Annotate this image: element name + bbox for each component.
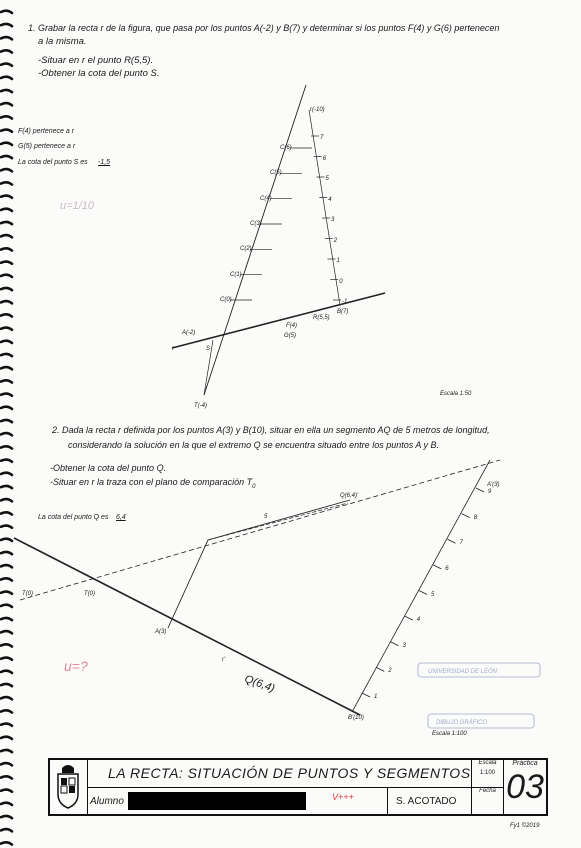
graduation-label: -1 xyxy=(342,299,348,305)
graduation-tick xyxy=(405,616,413,620)
ex1-statement-3: -Situar en r el punto R(5,5). xyxy=(38,55,154,66)
ex1-statement-4: -Obtener la cota del punto S. xyxy=(38,68,160,79)
practica-value: 03 xyxy=(506,768,544,806)
fig1-label-t: T(-4) xyxy=(194,403,207,409)
graduation-label: 4 xyxy=(328,196,332,203)
title-cell xyxy=(88,760,472,788)
graduation-tick xyxy=(433,565,441,569)
fig2-label-r: r' xyxy=(222,657,226,663)
graduation-label: 1 xyxy=(374,694,378,700)
fig2-scale: Escala 1:100 xyxy=(432,731,467,737)
fig2-label-five: 5 xyxy=(264,514,268,520)
fig1-label-f: F(4) xyxy=(286,323,297,329)
escala-label: Escala xyxy=(478,760,497,766)
fig2-label-q: Q(6,4) xyxy=(242,673,277,695)
ex1-answer-g: G(5) pertenece a r xyxy=(18,143,76,150)
graduation-tick xyxy=(462,514,470,518)
graduation-label: 5 xyxy=(431,591,435,598)
sheet-title: LA RECTA: SITUACIÓN DE PUNTOS Y SEGMENTOS xyxy=(108,765,471,781)
fig2-label-t: T(0) xyxy=(22,591,33,597)
figure-1 xyxy=(172,85,385,395)
title-block xyxy=(48,758,548,816)
graduation-label: 7 xyxy=(320,135,324,141)
graduation-label: 2 xyxy=(333,237,338,244)
ex2-answer: La cota del punto Q es xyxy=(38,514,109,521)
practica-label: Práctica xyxy=(512,760,538,767)
ex1-answer-f: F(4) pertenece a r xyxy=(18,128,75,135)
graduation-tick xyxy=(448,539,456,543)
escala-cell xyxy=(472,760,504,788)
alumno-label: Alumno xyxy=(90,796,124,807)
graduation-label: 7 xyxy=(459,540,463,547)
ex2-red-note: u=? xyxy=(64,658,88,674)
redacted-name xyxy=(128,792,306,810)
graduation-tick xyxy=(419,591,427,595)
system-value: S. ACOTADO xyxy=(396,796,457,807)
fig2-label-a3: A'(3) xyxy=(487,482,500,488)
fig1-label-s: S xyxy=(206,346,211,352)
graduation-tick xyxy=(391,642,399,646)
cota-label: C(3) xyxy=(250,221,262,227)
graduation-label: 1 xyxy=(336,258,340,264)
cota-label: C(1) xyxy=(230,271,242,278)
fig1-label-top: r(-10) xyxy=(310,107,325,113)
graduation-tick xyxy=(362,693,370,697)
cota-label: C(5) xyxy=(270,170,282,177)
fig1-label-a: A(-2) xyxy=(182,330,196,336)
line-r-upper xyxy=(20,460,500,600)
segment-aq xyxy=(168,500,350,628)
ex1-answer-s: La cota del punto S es xyxy=(18,159,88,166)
ex1-answer-value: -1,5 xyxy=(98,159,111,166)
fig2-label-a: A(3) xyxy=(155,629,167,635)
ex2-statement-4: -Situar en r la traza con el plano de comparación $T_0$ xyxy=(50,477,256,490)
cota-label: C(0) xyxy=(220,297,232,303)
line-r-horizontal xyxy=(172,293,385,348)
graduation-label: 4 xyxy=(416,617,421,624)
footer-code: Fy1 ©2019 xyxy=(510,823,540,829)
fig2-label-b: B'(10) xyxy=(348,715,364,721)
graduation-tick xyxy=(476,488,484,492)
ex2-answer-value: 6,4 xyxy=(116,514,126,521)
graduated-scale xyxy=(309,110,343,305)
graduation-label: 9 xyxy=(488,489,492,495)
stamp-line-1: UNIVERSIDAD DE LEÓN xyxy=(428,669,498,675)
line-r-inclined xyxy=(204,85,306,395)
fig1-scale: Escala 1:50 xyxy=(440,391,472,397)
fig1-label-rletter: r xyxy=(172,346,174,352)
cota-label: C(4) xyxy=(260,195,272,202)
ex2-statement-1: 2. Dada la recta r definida por los puntos A(3) y B(10), situar en ella un segmento AQ de 5 metros de longitud, xyxy=(52,425,490,435)
practica-cell xyxy=(504,760,546,814)
grade-mark: V+++ xyxy=(332,792,354,802)
graduation-label: 6 xyxy=(322,155,327,162)
ex1-statement-2: a la misma. xyxy=(38,36,87,47)
graduation-label: 0 xyxy=(339,278,343,285)
graduation-label: 3 xyxy=(402,642,406,649)
fecha-cell xyxy=(472,788,504,814)
escala-value: 1:100 xyxy=(479,770,495,776)
graduation-label: 8 xyxy=(473,514,478,521)
cota-label: C(2) xyxy=(240,246,252,253)
logo-cell xyxy=(50,760,88,814)
graduation-label: 6 xyxy=(445,565,449,572)
fig2-label-t2: T(0) xyxy=(84,591,95,597)
university-crest-icon xyxy=(50,760,86,814)
graduation-label: 5 xyxy=(325,176,329,182)
fig1-label-g: G(5) xyxy=(284,333,296,339)
fecha-label: Fecha xyxy=(479,788,496,794)
line-r-projection xyxy=(14,538,360,715)
fig1-label-r: R(5,5) xyxy=(313,315,330,321)
graduation-label: 3 xyxy=(331,217,335,223)
ex1-statement-1: 1. Grabar la recta r de la figura, que pasa por los puntos A(-2) y B(7) y determinar si los puntos F(4) y G(6) pertenecen xyxy=(28,23,500,33)
graduation-tick xyxy=(376,667,384,671)
graduation-label: 2 xyxy=(388,668,392,675)
system-cell xyxy=(388,788,472,814)
ex2-statement-2: considerando la solución en la que el extremo Q se encuentra situado entre los puntos A y B. xyxy=(68,440,440,450)
segment-five xyxy=(208,503,348,540)
ex1-pencil-note: u=1/10 xyxy=(60,200,94,212)
fig2-label-qp: Q(6,4)' xyxy=(340,493,359,499)
stamp-line-2: DIBUJO GRÁFICO xyxy=(436,720,488,726)
ex2-statement-3: -Obtener la cota del punto Q. xyxy=(50,463,167,473)
alumno-cell xyxy=(88,788,388,814)
cota-label: C(6) xyxy=(280,145,292,151)
trace-subscript: 0 xyxy=(252,483,256,490)
fig1-label-b: B(7) xyxy=(337,309,349,315)
